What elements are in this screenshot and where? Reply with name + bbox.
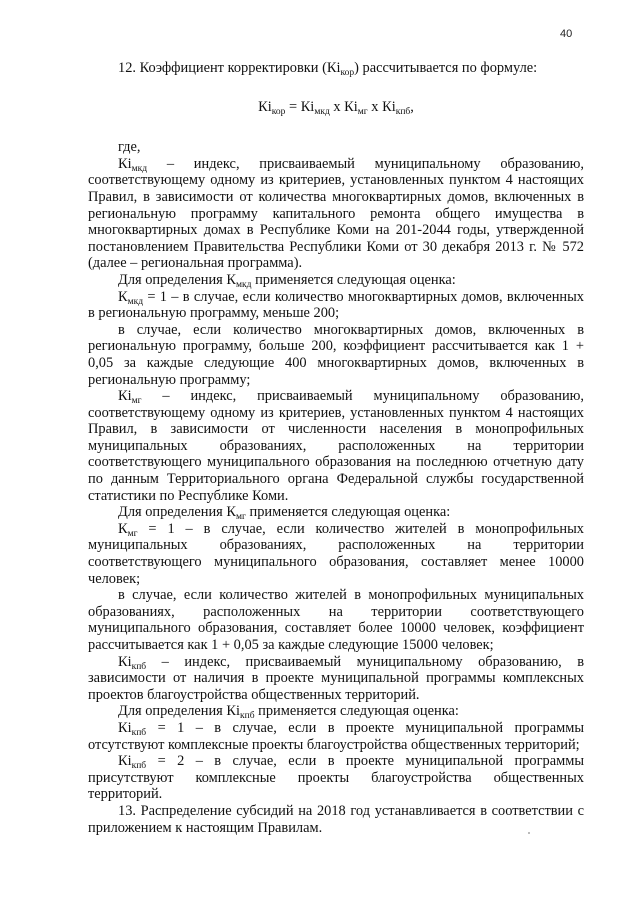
paragraph-k-mg-assessment: Для определения $К_{мг}$ применяется следующая оценка:	[118, 504, 451, 523]
document-body	[88, 60, 584, 836]
paragraph-k-mg-more: в случае, если количество жителей в монопрофильных муниципальных образованиях, расположенных на территории соответствующего муниципального образования, составляет более 10000 человек, коэффициент рассчитывается как 1 + 0,05 за каждые следующие 15000 человек;	[88, 587, 584, 653]
paragraph-k-mg-1: $К_{мг} = 1 - в$ случае, если количество жителей в монопрофильных муниципальных образованиях, расположенных на территории соответствующего муниципального образования, составляет менее 10000 человек;	[88, 520, 584, 587]
section-12-heading: 12. Коэффициент корректировки $(Кі_{кор})$ рассчитывается по формуле:	[118, 60, 538, 78]
paragraph-k-mkd-1: $К_{мкд} = 1 - в$ случае, если количество многоквартирных домов, включенных в региональную программу, меньше 200;	[88, 288, 584, 322]
paragraph-k-mkd-assessment: Для определения $К_{мкд}$ применяется следующая оценка:	[118, 271, 456, 290]
where-label: где,	[118, 139, 141, 156]
paragraph-ki-kpb-1: $Кі_{кпб} = 1 - в$ случае, если в проекте муниципальной программы отсутствуют комплексные проекты благоустройства общественных территорий;	[88, 719, 584, 753]
formula: $Кі_{кор} = Кі_{мкд}$ х $Кі_{мг}$ х $Кі_{кпб}$,	[258, 98, 414, 117]
scan-speck	[528, 832, 530, 834]
paragraph-ki-kpb-2: $Кі_{кпб} = 2 - в$ случае, если в проекте муниципальной программы присутствуют комплексные проекты благоустройства общественных территорий.	[88, 753, 584, 803]
page-number: 40	[560, 28, 573, 40]
paragraph-ki-mkd: $Кі_{мкд}$ – индекс, присваиваемый муниципальному образованию, соответствующему одному из критериев, установленных пунктом 4 настоящих Правил, в зависимости от количества многоквартирных домов, включенных в региональную программу капитального ремонта общего имущества в многоквартирных домах в Республике Коми на 201-2044 годы, утвержденной постановлением Правительства Республики Коми от 30 декабря 2013 г. № 572 (далее – региональная программа).	[88, 155, 584, 272]
paragraph-k-mkd-more: в случае, если количество многоквартирных домов, включенных в региональную программу, больше 200, коэффициент рассчитывается как 1 + 0,05 за каждые следующие 400 многоквартирных домов, включенных в региональную программу;	[88, 321, 584, 388]
paragraph-ki-kpb: $Кі_{кпб}$ – индекс, присваиваемый муниципальному образованию, в зависимости от наличия в проекте муниципальной программы комплексных проектов благоустройства общественных территорий.	[88, 653, 584, 703]
paragraph-ki-kpb-assessment: Для определения $Кі_{кпб}$ применяется следующая оценка:	[118, 703, 459, 722]
paragraph-ki-mg: $Кі_{мг}$ – индекс, присваиваемый муниципальному образованию, соответствующему одному из критериев, установленных пунктом 4 настоящих Правил, в зависимости от численности населения в монопрофильных муниципальных образованиях, расположенных на территории соответствующего муниципального образования на последнюю отчетную дату по данным Территориального органа Федеральной службы государственной статистики по Республике Коми.	[88, 388, 584, 504]
section-13-paragraph: 13. Распределение субсидий на 2018 год устанавливается в соответствии с приложением к настоящим Правилам.	[88, 802, 584, 836]
